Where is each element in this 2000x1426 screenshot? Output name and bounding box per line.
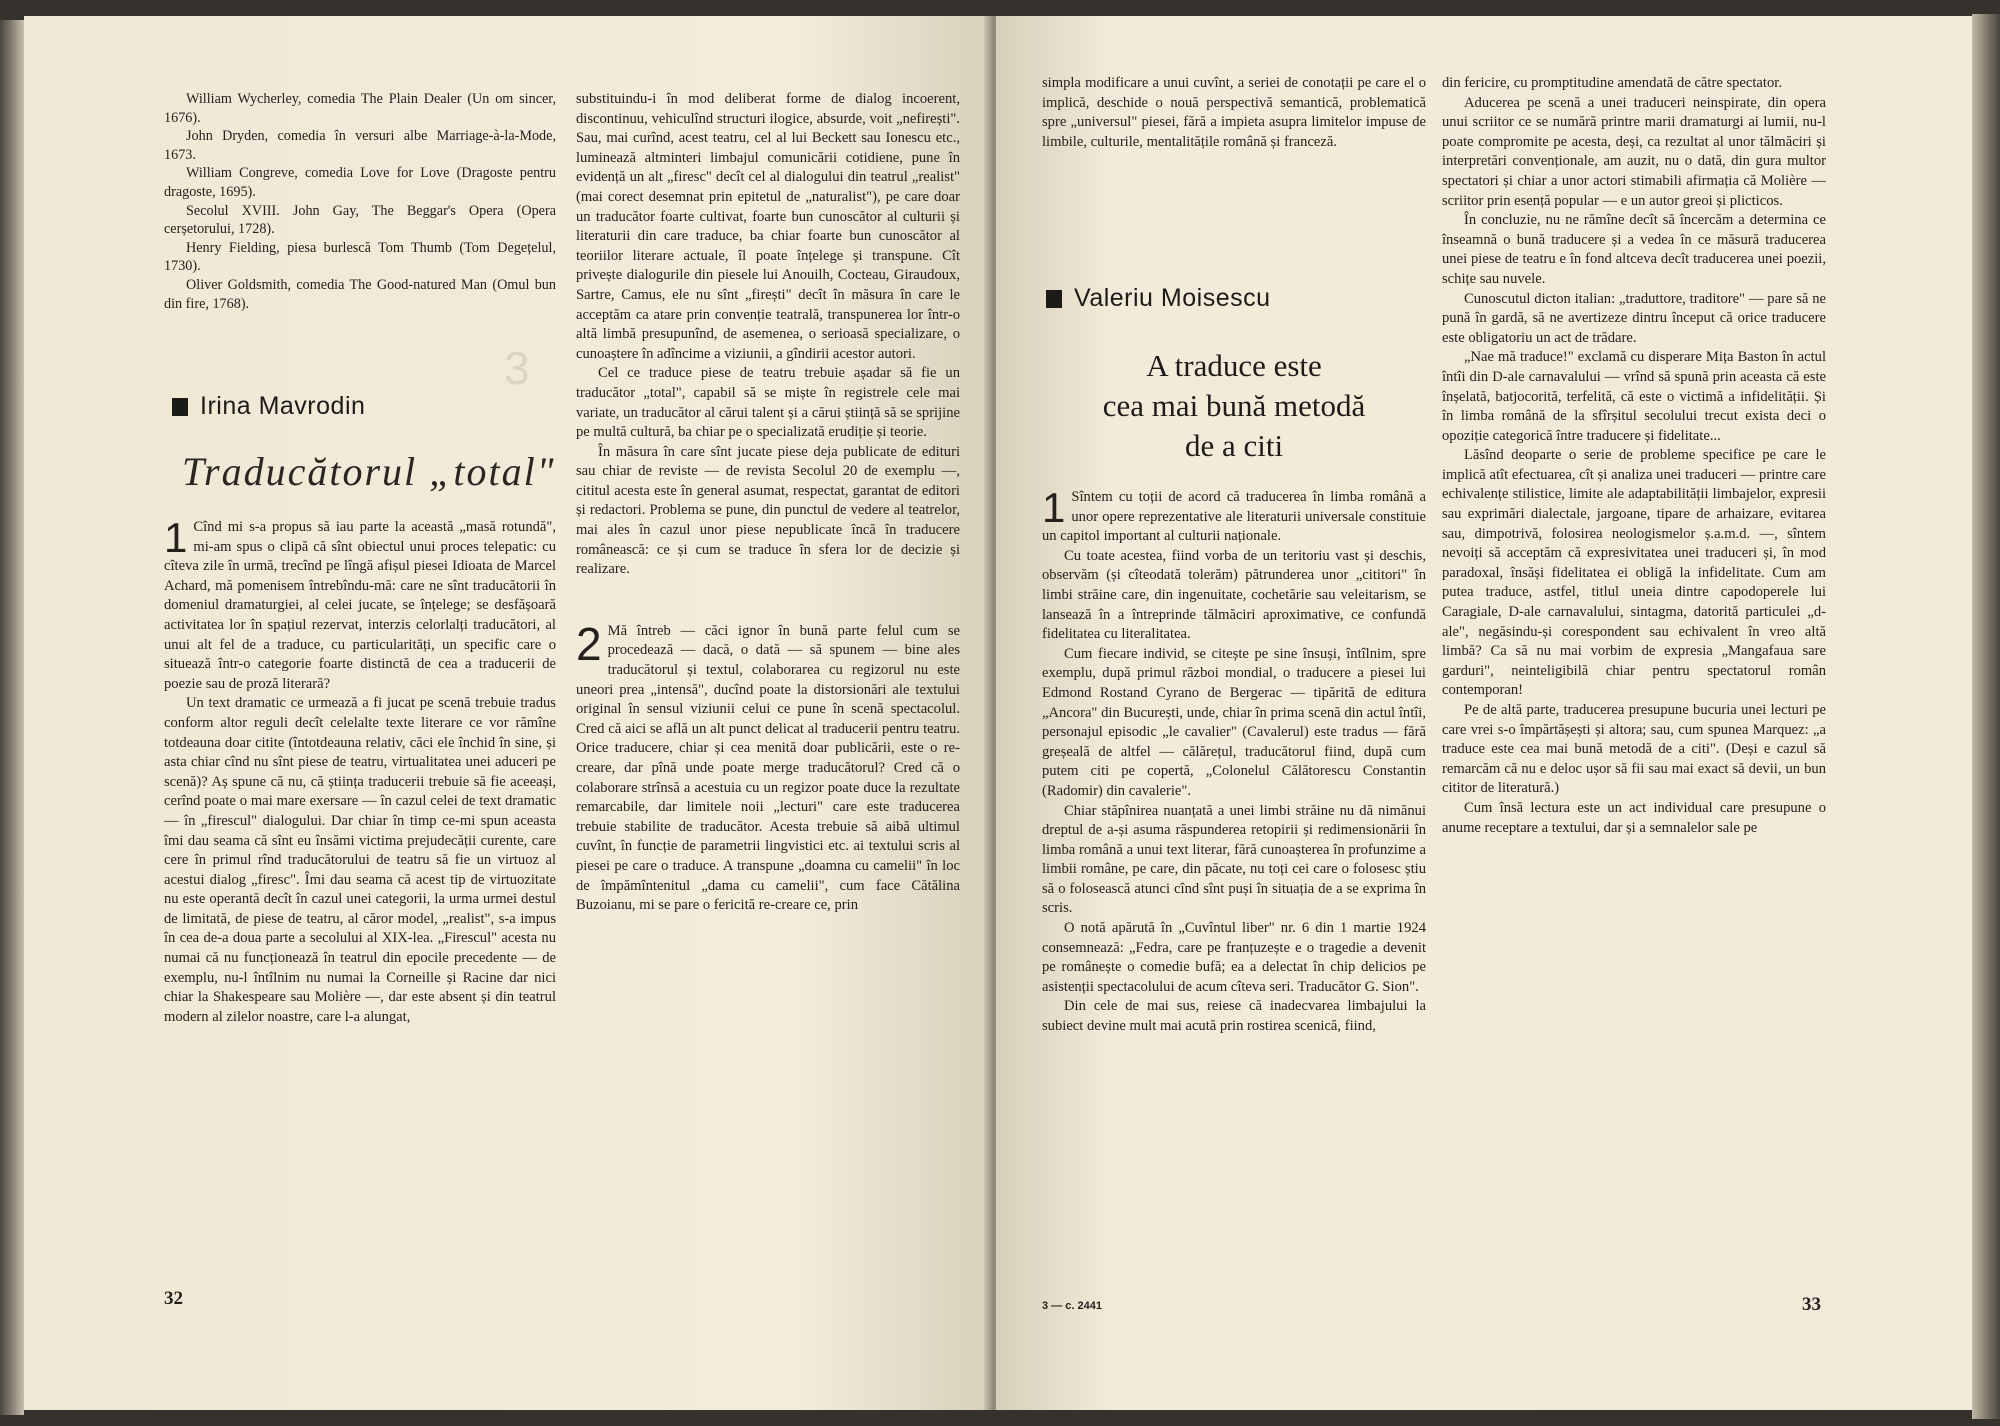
- paragraph: Cum fiecare individ, se citește pe sine însuși, întîlnim, spre exemplu, după primul război mondial, o traducere a piesei lui Edmond Rostand Cyrano de Bergerac — tipărită de editura „Ancora" din București, unde, chiar în prima scenă din actul întîi, personajul episodic „le cavalier" (Cavalerul) este tradus — fără greșeală de altfel — călărețul, traducătorul fiind, după cum putem citi pe copertă, „Colonelul Călătorescu Constantin (Radomir) din cavalerie".: [1042, 645, 1426, 799]
- author-heading: [172, 392, 365, 421]
- title-line: de a citi: [1184, 428, 1284, 463]
- list-item: Henry Fielding, piesa burlescă Tom Thumb (Tom Degețelul, 1730).: [164, 239, 556, 275]
- list-item: William Congreve, comedia Love for Love (Dragoste pentru dragoste, 1695).: [164, 165, 556, 200]
- list-item: John Dryden, comedia în versuri albe Marriage-à-la-Mode, 1673.: [164, 128, 556, 163]
- article-title: [1042, 346, 1426, 466]
- author-name: Valeriu Moisescu: [1074, 284, 1271, 312]
- paragraph: Cum însă lectura este un act individual care presupune o anume receptare a textului, dar și a semnalelor sale pe: [1442, 799, 1826, 836]
- square-bullet-icon: [1046, 290, 1062, 308]
- paragraph: Cel ce traduce piese de teatru trebuie așadar să fie un traducător „total", capabil să se miște în registrele cele mai variate, un traducător al cărui talent și a cărui știință să se sprijine pe multă cultură, ba chiar pe o specializată erudiție și teorie.: [576, 365, 960, 441]
- book-edge-left: [0, 20, 24, 1415]
- right-page: [996, 16, 1972, 1410]
- right-col1-top: [1042, 74, 1426, 152]
- paragraph: Un text dramatic ce urmează a fi jucat pe scenă trebuie tradus conform altor reguli decît celelalte texte literare ce vor rămîne totdeauna doar citite (întotdeauna relativ, căci ele închid în sine, și asta chiar cînd nu sînt piese de teatru, virtualitatea unei aduceri pe scenă)? Aș spune că nu, că știința traducerii trebuie să fie aceeași, cerînd poate o mai mare exersare — în cazul celei de text dramatic — în „firescul" dialogului. Dar chiar în timp ce-mi spun aceasta îmi dau seama că sînt eu însămi victima prejudecății curente, care cere în primul rînd traducătorului de teatru să fie un virtuoz al acestui dialog „firesc". Îmi dau seama că acest tip de virtuozitate nu este operantă decît în cazul unei categorii, la urma urmei destul de limitată, de piese de teatru, al căror model, „realist", s-a impus în cea de-a doua parte a secolului al XIX-lea. „Firescul" acesta nu numai că nu funcționează în teatrul din epocile precedente — de exemplu, nu-l întîlnim nu numai la Corneille și Racine dar nici chiar la Shakespeare sau Molière —, dar este absent și din teatrul modern al zilelor noastre, care l-a alungat,: [164, 695, 556, 1025]
- right-col2-body: [1442, 74, 1826, 1282]
- page-number: 33: [1802, 1294, 1821, 1315]
- title-line: A traduce este: [1146, 348, 1322, 383]
- section-number: 2: [576, 617, 602, 670]
- article-title: Traducătorul „total": [182, 449, 556, 494]
- paragraph: simpla modificare a unui cuvînt, a seriei de conotații pe care el o implică, deschide o nouă perspectivă semantică, problematică spre „universul" piesei, fără a impieta asupra limitelor impuse de limbile, culturile, mentalitățile română și franceză.: [1042, 75, 1426, 150]
- paragraph: O notă apărută în „Cuvîntul liber" nr. 6 din 1 martie 1924 consemnează: „Fedra, care pe franțuzește e o tragedie a devenit pe românește o comedie bufă; ea a delectat în chip delicios pe asistenții spectacolului de acum cîteva seri. Traducător G. Sion".: [1042, 920, 1426, 995]
- paragraph: Cunoscutul dicton italian: „traduttore, traditore" — pare să ne pună în gardă, să ne avertizeze dintru început că orice traducere este obligatoriu un act de trădare.: [1442, 290, 1826, 346]
- left-col1-body: [164, 518, 556, 1278]
- square-bullet-icon: [172, 398, 188, 416]
- list-item: William Wycherley, comedia The Plain Dealer (Un om sincer, 1676).: [164, 91, 556, 126]
- bleed-through-mark: 3: [504, 342, 530, 394]
- paragraph: În concluzie, nu ne rămîne decît să încercăm a determina ce înseamnă o bună traducere și a vedea în ce măsură traducerea unei piese de teatru e în fond altceva decît traducerea unei poezii, schițe sau nuvele.: [1442, 212, 1826, 287]
- author-name: Irina Mavrodin: [200, 392, 366, 420]
- paragraph: Chiar stăpînirea nuanțată a unei limbi străine nu dă nimănui dreptul de a-și asuma răspunderea retopirii și redimensionării în limba română a unui text literar, fără cunoașterea în profunzime a limbii române, pe care, din păcate, nu toți cei care o folosesc știu să o folosească atunci cînd sînt puși în situația de a se exprima în scris.: [1042, 802, 1426, 917]
- signature-mark: 3 — c. 2441: [1042, 1300, 1102, 1312]
- paragraph: substituindu-i în mod deliberat forme de dialog incoerent, discontinuu, vehiculînd structuri ilogice, absurde, voit „nefirești". Sau, mai curînd, acest teatru, cel al lui Beckett sau Ionescu etc., luminează altminteri limbajul comunicării cotidiene, pune în evidență un alt „firesc" decît cel al dialogului din teatrul „realist" (mai corect desemnat prin epitetul de „naturalist"), pe care doar un traducător foarte cultivat, foarte bun cunoscător al culturii și literaturii din care traduce, ba chiar foarte bun cunoscător al teoriilor literare actuale, îl poate înțelege și transpune. Cît privește dialogurile din piesele lui Anouilh, Cocteau, Giraudoux, Sartre, Camus, ele nu sînt „firești" decît în măsura în care le acceptăm ca atare prin convenție teatrală, transpunerea lor într-o altă limbă presupunînd, de asemenea, o serioasă specializare, o cunoaștere în adîncime a viziunii, a gîndirii acestor autori.: [576, 91, 960, 362]
- right-col1-body: [1042, 488, 1426, 1288]
- author-heading: [1046, 284, 1271, 313]
- paragraph: În măsura în care sînt jucate piese deja publicate de edituri sau chiar de reviste — de revista Secolul 20 de exemplu —, cititul acesta este în general asumat, respectat, garantat de editori și redactori. Problema se pune, din punctul de vedere al teatrelor, mai ales în cazul unor piese nepublicate încă în traducere românească: ce și cum se traduce în sfera lor de decizie și realizare.: [576, 443, 960, 578]
- paragraph: din fericire, cu promptitudine amendată de către spectator.: [1442, 75, 1782, 91]
- section-number: 1: [164, 518, 188, 561]
- paragraph: Mă întreb — căci ignor în bună parte felul cum se procedează — dacă, o dată — să spunem — bine ales traducătorul și textul, colaborarea cu regizorul nu este uneori prea „intensă", ducînd poate la distorsionări ale textului original în sensul viziunii celui ce pune în scenă spectacolul. Cred că aici se află un alt punct delicat al traducerii pentru teatru. Orice traducere, chiar și cea menită doar publicării, este o re-creare, dar pînă unde poate merge traducătorul? Cred că o colaborare strînsă a acestuia cu un regizor poate duce la rezultate remarcabile, dar limitele noii „lecturi" care este traducerea trebuie stabilite de traducător. Acesta trebuie să aibă ultimul cuvînt, în funcție de parametrii lingvistici etc. ai textului scris al piesei pe care o traduce. A transpune „doamna cu camelii" în loc de împămîntenitul „dama cu camelii", cum face Cătălina Buzoianu, mi se pare o fericită re-creare ce, prin: [576, 622, 960, 914]
- paragraph: Aducerea pe scenă a unei traduceri neinspirate, din opera unui scriitor ce se numără printre marii dramaturgi ai lumii, nu-l poate compromite pe acesta, deși, ca rezultat al unor tălmăciri și interpretări convenționale, am auzit, nu o dată, din gura multor spectatori și chiar a unor actori stimabili afirmația că Molière — scriitor prin esență popular — e un autor greoi și plicticos.: [1442, 94, 1826, 209]
- paragraph: „Nae mă traduce!" exclamă cu disperare Mița Baston în actul întîi din D-ale carnavalului — vrînd să spună prin aceasta că este înșelată, batjocorită, terfelită, că este o victimă a infidelității. Și în limba română de la sfîrșitul secolului trecut exista deci o opoziție categorică între traducere și fidelitate...: [1442, 349, 1826, 444]
- title-line: cea mai bună metodă: [1102, 388, 1366, 423]
- left-page: [24, 16, 992, 1410]
- paragraph: Din cele de mai sus, reiese că inadecvarea limbajului la subiect devine mult mai acută prin rostirea scenică, fiind,: [1042, 998, 1426, 1035]
- list-item: Oliver Goldsmith, comedia The Good-natured Man (Omul bun din fire, 1768).: [164, 276, 556, 312]
- section-number: 1: [1042, 488, 1066, 531]
- paragraph: Lăsînd deoparte o serie de probleme specifice pe care le implică atît efectuarea, cît și analiza unei traduceri — printre care echivalențe stilistice, limite ale adaptabilității limbajelor, expresii sau exprimări dialectale, jargoane, tipare de arhaizare, evitarea sau, dimpotrivă, folosirea neologismelor ș.a.m.d. —, sîntem nevoiți să acceptăm că expresivitatea unei traduceri și, în mod paradoxal, însăși fidelitatea ei obligă la infidelitate. Cum am putea traduce, astfel, titlul uneia dintre capodoperele lui Caragiale, D-ale carnavalului, sintagma, datorită particulei „d-ale", negăsindu-și corespondent sau echivalent în vreo altă limbă? Ca să nu mai vorbim de expresia „Mangafaua sare garduri", neinteligibilă chiar pentru spectatorul român contemporan!: [1442, 447, 1826, 699]
- list-item: Secolul XVIII. John Gay, The Beggar's Opera (Opera cerșetorului, 1728).: [164, 202, 556, 238]
- left-col2-body: [576, 90, 960, 1276]
- paragraph: Cînd mi s-a propus să iau parte la această „masă rotundă", mi-am spus o clipă că sînt obiectul unui proces telepatic: cu cîteva zile în urmă, trecînd pe lîngă afișul piesei Idioata de Marcel Achard, mă pomenisem întrebîndu-mă: care ne sînt traducătorii în domeniul dramaturgiei, al celei jucate, se înțelege; se desfășoară activitatea lor în spațiul rezervat, interzis celorlalți traducători, al unui alt fel de a traduce, cu particularitāți, un specific care o situează într-o categorie foarte distinctă de cea a traducerii de poezie sau de proză literară?: [164, 519, 556, 692]
- paragraph: Sîntem cu toții de acord că traducerea în limba română a unor opere reprezentative ale literaturii universale constituie un capitol important al culturii naționale.: [1042, 489, 1426, 545]
- book-edge-right: [1972, 14, 2000, 1419]
- paragraph: Cu toate acestea, fiind vorba de un teritoriu vast și deschis, observăm (și cîteodată tolerăm) pătrunderea unor „cititori" în limbi străine care, din ingenuitate, cochetărie sau veleitarism, se lansează în a întreprinde tălmăciri aproximative, ce confundă fidelitatea cu literalitatea.: [1042, 547, 1426, 643]
- paragraph: Pe de altă parte, traducerea presupune bucuria unei lecturi pe care vrei s-o împărtășești și altora; sau, cum spunea Marquez: „a traduce este cea mai bună metodă de a citi". (Deși e cazul să remarcăm că nu e deloc ușor să fii sau mai exact să devii, un bun cititor de literatură.): [1442, 702, 1826, 797]
- page-number: 32: [164, 1288, 183, 1309]
- left-col1-list: [164, 90, 556, 313]
